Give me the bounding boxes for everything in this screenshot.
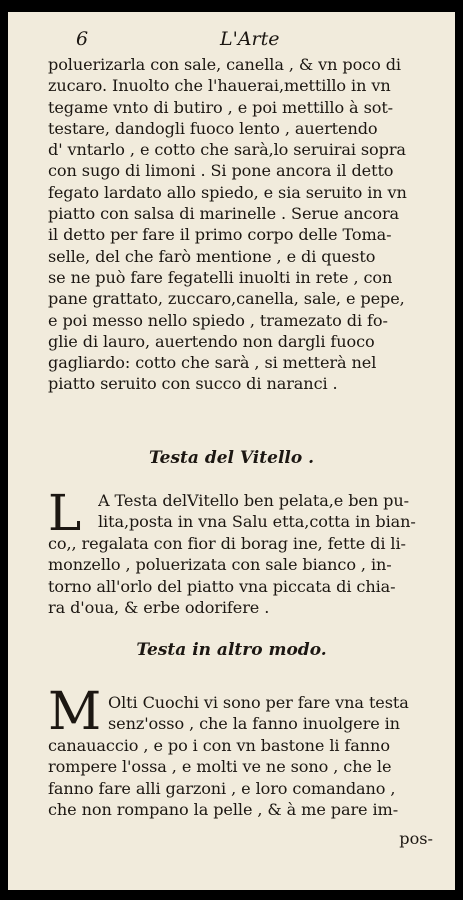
drop-cap-l: L — [48, 484, 82, 542]
text-line: se ne può fare fegatelli inuolti in rete , con — [48, 267, 393, 287]
page-header — [8, 28, 455, 50]
text-line: pane grattato, zuccaro,canella, sale, e pepe, — [48, 289, 405, 309]
text-line: torno all'orlo del piatto vna piccata di chia- — [48, 576, 396, 596]
text-line: rompere l'ossa , e molti ve ne sono , che le — [48, 757, 392, 777]
text-line: con sugo di limoni . Si pone ancora il detto — [48, 161, 394, 181]
section-heading-testa-in-altro-modo: Testa in altro modo. — [136, 640, 327, 660]
text-line: d' vntarlo , e cotto che sarà,lo seruirai sopra — [48, 140, 406, 160]
section1-first-lines — [98, 490, 452, 533]
text-line: testare, dandogli fuoco lento , auertendo — [48, 118, 378, 138]
text-line: gagliardo: cotto che sarà , si metterà nel — [48, 353, 377, 373]
text-line: che non rompano la pelle , & à me pare im- — [48, 799, 399, 819]
text-line: co,, regalata con fior di borag ine, fette di li- — [48, 534, 406, 553]
section2-first-lines — [108, 692, 452, 735]
text-line: senz'osso , che la fanno inuolgere in — [108, 714, 400, 734]
text-line: il detto per fare il primo corpo delle Toma- — [48, 225, 392, 245]
text-line: Olti Cuochi vi sono per fare vna testa — [108, 693, 409, 712]
text-line: monzello , poluerizata con sale bianco , in- — [48, 555, 392, 575]
text-line: e poi messo nello spiedo , tramezato di fo- — [48, 310, 388, 330]
drop-cap-m: M — [48, 682, 102, 742]
text-line: selle, del che farò mentione , e di questo — [48, 246, 376, 266]
text-line: lita,posta in vna Salu etta,cotta in bian- — [98, 512, 416, 532]
text-line: tegame vnto di butiro , e poi mettillo à sot- — [48, 97, 394, 117]
section1-body — [48, 533, 452, 618]
text-line: piatto con salsa di marinelle . Serue ancora — [48, 204, 400, 224]
text-line: glie di lauro, auertendo non dargli fuoco — [48, 331, 375, 351]
text-line: piatto seruito con succo di naranci . — [48, 374, 338, 394]
text-line: canauaccio , e po i con vn bastone li fanno — [48, 736, 390, 755]
running-title: L'Arte — [220, 28, 280, 50]
opening-paragraph — [48, 54, 452, 395]
section2-body — [48, 735, 452, 820]
section-heading-testa-del-vitello: Testa del Vitello . — [148, 448, 315, 468]
text-line: zucaro. Inuolto che l'hauerai,mettillo in vn — [48, 76, 391, 96]
text-line: ra d'oua, & erbe odorifere . — [48, 597, 270, 617]
page-number: 6 — [76, 28, 89, 50]
text-line: A Testa delVitello ben pelata,e ben pu- — [98, 491, 409, 510]
catchword: pos- — [399, 829, 433, 848]
book-page — [8, 12, 455, 890]
text-line: fanno fare alli garzoni , e loro comandano , — [48, 778, 396, 798]
text-line: poluerizarla con sale, canella , & vn poco di — [48, 55, 401, 74]
text-line: fegato lardato allo spiedo, e sia seruito in vn — [48, 182, 407, 202]
